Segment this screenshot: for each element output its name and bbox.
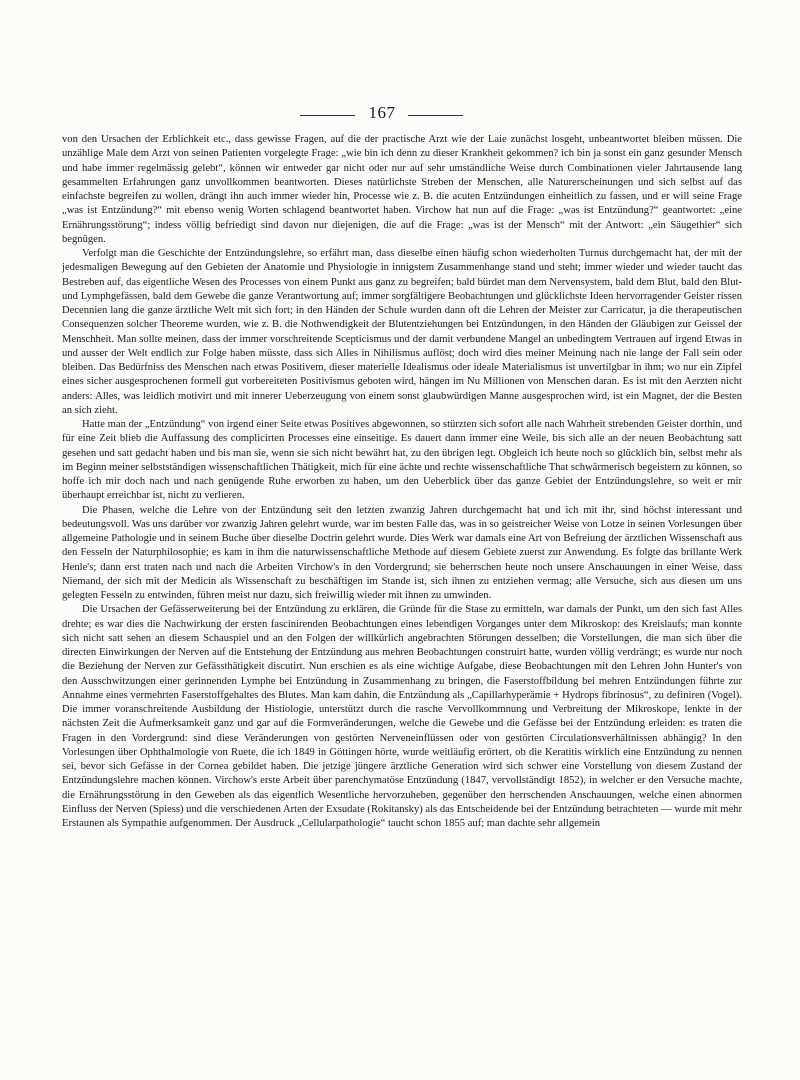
header-rule-right (408, 115, 463, 116)
body-text (62, 133, 742, 831)
paragraph: Hatte man der „Entzündung“ von irgend einer Seite etwas Positives abgewonnen, so stürzten sich sofort alle nach Wahrheit strebenden Geister dorthin, und für eine Zeit blieb die Auffassung des complicirten Processes eine einseitige. Es dauert dann immer eine Weile, bis sich alle an der neuen Beobachtung satt gesehen und satt gedacht haben und bis man sie, wenn sie sich nicht bewährt hat, zu den übrigen legt. Obgleich ich heute noch so glücklich bin, selbst mehr als im Beginn meiner selbstständigen wissenschaftlichen Thätigkeit, mich für eine ächte und rechte wissenschaftliche That schwärmerisch begeistern zu können, so hoffe ich mir doch nach und nach genügende Ruhe erworben zu haben, um den Ueberblick über das ganze Gebiet der Entzündungslehre, so weit er mir überhaupt erreichbar ist, nicht zu verlieren. (62, 419, 742, 502)
paragraph: Verfolgt man die Geschichte der Entzündungslehre, so erfährt man, dass dieselbe einen häufig schon wiederholten Turnus durchgemacht hat, der mit der jedesmaligen Bewegung auf den Gebieten der Anatomie und Physiologie in innigstem Zusammenhange stand und steht; immer wieder und wieder taucht das Bestreben auf, das eigentliche Wesen des Processes von einem Punkt aus ganz zu begreifen; bald bürdet man dem Nervensystem, bald dem Blut, bald den Blut- und Lymphgefässen, bald dem Gewebe die ganze Verantwortung auf; immer sorgfältigere Beobachtungen und glücklichste Ideen hervorragender Geister rissen Decennien lang die ganze ärztliche Welt mit sich fort; in den Händen der Schule wurden dann oft die Lehren der Meister zur Carricatur, ja die therapeutischen Consequenzen solcher Theoreme wurden, wie z. B. die Nothwendigkeit der Blutentziehungen bei Entzündungen, in den Händen der Gläubigen zur Geissel der Menschheit. Man sollte meinen, dass der immer vorschreitende Scepticismus und der damit verbundene Mangel an unbedingtem Vertrauen auf irgend Etwas in und ausser der Welt endlich zur Folge haben müsste, dass sich Alles in Nihilismus auflöst; doch wird dies meiner Meinung nach nie lange der Fall sein oder bleiben. Das Bedürfniss des Menschen nach etwas Positivem, dieser materielle Idealismus oder ideale Materialismus ist unvertilgbar in ihm; wo nur ein Zipfel eines sicher ausgesprochenen formell gut vorbereiteten Positivismus geboten wird, hängen im Nu Millionen von Menschen daran. Es ist mit den Aerzten nicht anders: Alles, was leidlich motivirt und mit innerer Ueberzeugung von einem sonst glaubwürdigen Manne ausgesprochen wird, ist ein Magnet, der die Besten an sich zieht. (62, 248, 742, 416)
page-header (0, 103, 800, 127)
paragraph: von den Ursachen der Erblichkeit etc., dass gewisse Fragen, auf die der practische Arzt wie der Laie zunächst losgeht, unbeantwortet bleiben müssen. Die unzählige Male dem Arzt von seinen Patienten vorgelegte Frage: „wie bin ich denn zu dieser Krankheit gekommen? ich bin ja sonst ein ganz gesunder Mensch und habe immer regelmässig gelebt“, können wir entweder gar nicht oder nur auf sehr umständliche Weise durch Combinationen vieler Jahrtausende lang gesammelten Erfahrungen ganz unvollkommen beantworten. Dieses natürlichste Streben der Menschen, alle Naturerscheinungen und sich selbst auf das einfachste begreifen zu wollen, drängt ihn auch immer wieder hin, Processe wie z. B. die acuten Entzündungen einheitlich zu fassen, und er will seine Frage „was ist Entzündung?“ mit ebenso wenig Worten schlagend beantwortet haben. Virchow hat nun auf die Frage: „was ist Entzündung?“ geantwortet: „eine Ernährungsstörung“; indess völlig befriedigt sind davon nur diejenigen, die auf die Frage: „was ist der Mensch“ mit der Antwort: „ein Säugethier“ sich begnügen. (62, 134, 742, 245)
paragraph: Die Phasen, welche die Lehre von der Entzündung seit den letzten zwanzig Jahren durchgemacht hat und ich mit ihr, sind höchst interessant und bedeutungsvoll. Was uns darüber vor zwanzig Jahren gelehrt wurde, war im besten Falle das, was in so geistreicher Weise von Lotze in seinen Vorlesungen über allgemeine Pathologie und in seinem Buche über dieselbe Doctrin gelehrt wurde. Dies Werk war damals eine Art von Befreiung der ärztlichen Wissenschaft aus den Fesseln der Naturphilosophie; es kam in ihm die naturwissenschaftliche Methode auf diesem Gebiete zuerst zur Anwendung. Es folgte das brillante Werk Henle's; dann erst traten nach und nach die Arbeiten Virchow's in den Vordergrund; sie beherrschen heute noch unsere Anschauungen in einer Weise, dass Niemand, der sich mit der Medicin als Wissenschaft zu beschäftigen im Stande ist, sich ihnen zu entziehen vermag; alle Versuche, sich aus diesen um uns gelegten Fesseln zu entwinden, führen meist nur dazu, sich freiwillig wieder mit ihnen zu umwinden. (62, 504, 742, 601)
page-number: 167 (368, 103, 396, 122)
header-rule-left (300, 115, 355, 116)
paragraph: Die Ursachen der Gefässerweiterung bei der Entzündung zu erklären, die Gründe für die Stase zu ermitteln, war damals der Punkt, um den sich fast Alles drehte; es war dies die Nachwirkung der ersten fascinirenden Beobachtungen eines lebendigen Vorganges unter dem Mikroskop: des Kreislaufs; man konnte sich nicht satt sehen an diesem Schauspiel und an den Folgen der willkürlich angebrachten Störungen desselben; die Vorstellungen, die man sich über die directen Einwirkungen der Nerven auf die Entstehung der Entzündung aus mehren Beobachtungen construirt hatte, wurden völlig verdrängt; es wurde nur noch die Beziehung der Nerven zur Gefässthätigkeit discutirt. Nun erschien es als eine wichtige Aufgabe, diese Beobachtungen mit den Lehren John Hunter's von den Ausschwitzungen einer gerinnenden Lymphe bei Entzündung in Zusammenhang zu bringen, die Faserstoffbildung bei mehren Entzündungen führte zur Annahme eines vermehrten Faserstoffgehaltes des Blutes. Man kam dahin, die Entzündung als „Capillarhyperämie + Hydrops fibrinosus“, zu definiren (Vogel). Die immer voranschreitende Ausbildung der Histiologie, unterstützt durch die rasche Vervollkommnung und Verbreitung der Mikroskope, lenkte in der nächsten Zeit die Aufmerksamkeit ganz und gar auf die Formveränderungen, welche die Gewebe und die Gefässe bei der Entzündung erleiden: es traten die Fragen in den Vordergrund: sind diese Veränderungen von gestörten Nerveneinflüssen oder von gestörten Circulationsverhältnissen abhängig? In den Vorlesungen über Ophthalmologie von Ruete, die ich 1849 in Göttingen hörte, wurde weitläufig erörtert, ob die Keratitis wirklich eine Entzündung zu nennen sei, bevor sich Gefässe in der Cornea gebildet haben. Die jetzige jüngere ärztliche Generation wird sich schwer eine Vorstellung von diesem Zustand der Entzündungslehre machen können. Virchow's erste Arbeit über parenchymatöse Entzündung (1847, vervollständigt 1852), in welcher er den Versuche machte, die Ernährungsstörung in den Geweben als das eigentlich Wesentliche hervorzuheben, gegenüber den herrschenden Anschauungen, welche einen abnormen Einfluss der Nerven (Spiess) und die verschiedenen Arten der Exsudate (Rokitansky) als das Entscheidende bei der Entzündung betrachteten — wurde mit mehr Erstaunen als Sympathie aufgenommen. Der Ausdruck „Cellularpathologie“ taucht schon 1855 auf; man dachte sehr allgemein (62, 604, 742, 829)
